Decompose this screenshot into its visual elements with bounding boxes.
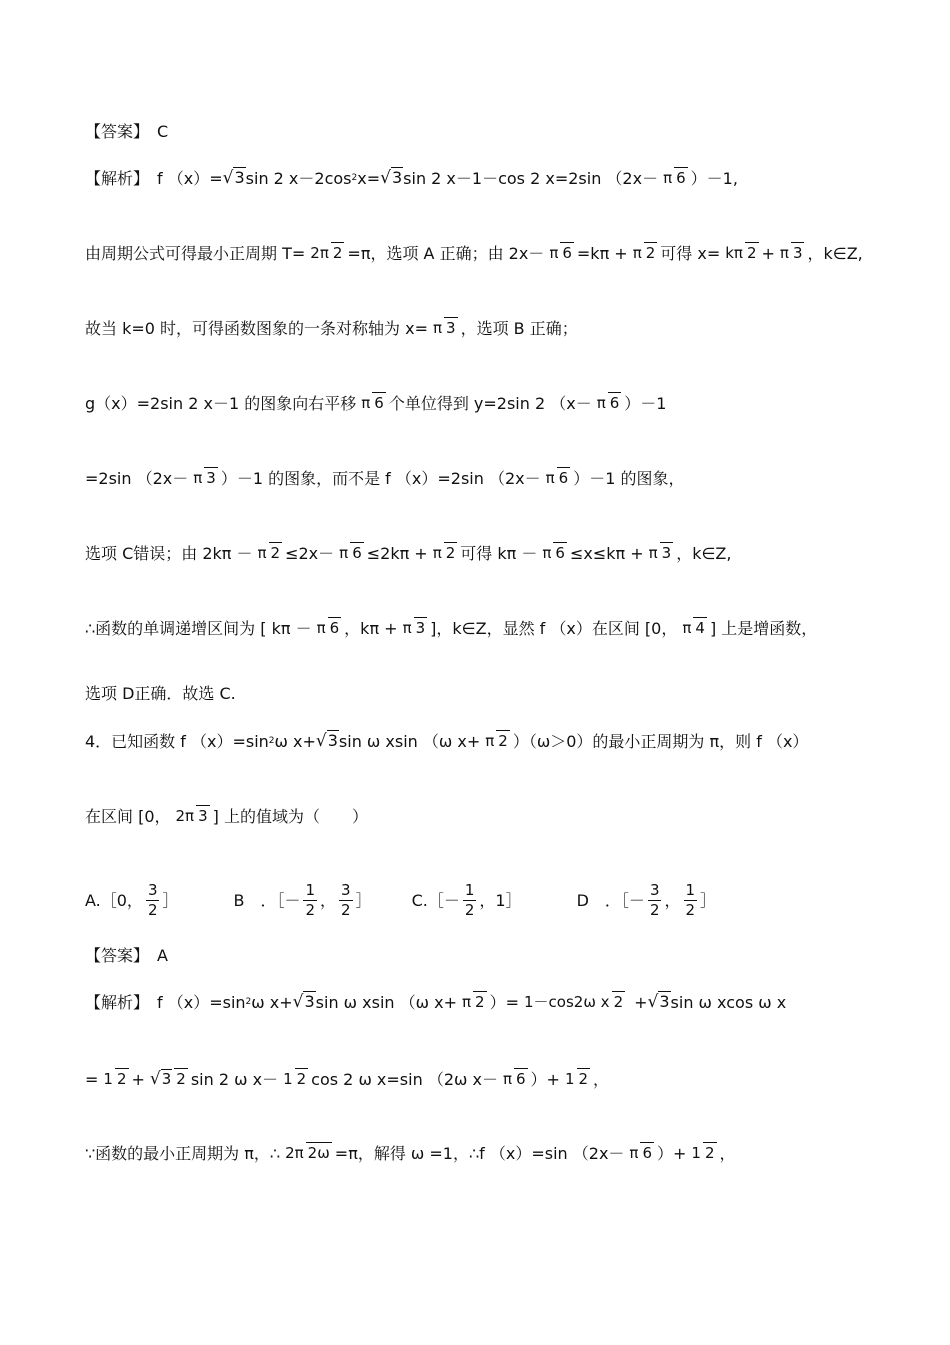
denominator: 2 [147, 901, 158, 920]
fraction [778, 245, 805, 262]
superscript: 2 [351, 173, 358, 184]
numerator: π [629, 1144, 639, 1162]
denominator: 2 [704, 1144, 715, 1162]
math-text: ≤2kπ + [366, 543, 428, 563]
denominator: 2 [341, 901, 351, 920]
fraction [308, 245, 344, 262]
math-text: 选项 C错误；由 2kπ － [85, 543, 253, 563]
fraction [256, 545, 283, 562]
fraction [339, 882, 353, 920]
denominator: 2 [176, 1070, 186, 1088]
denominator: 3 [661, 544, 672, 562]
math-text: ] 上的值域为（ ） [212, 806, 368, 826]
math-text: ，选项 B 正确； [460, 318, 578, 338]
math-text: f （x）=sin [157, 992, 246, 1012]
math-text: sin 2 ω x－ [190, 1069, 279, 1089]
math-text: ≤2x－ [285, 543, 335, 563]
fraction [540, 545, 567, 562]
denominator: 6 [676, 169, 686, 187]
q3-analysis-line-1 [85, 170, 910, 187]
numerator: π [632, 244, 642, 262]
sqrt-3 [293, 994, 316, 1011]
fraction [359, 395, 386, 412]
fraction [283, 1145, 332, 1162]
fraction [483, 733, 510, 750]
denominator: 2 [578, 1070, 589, 1089]
numerator: π [502, 1070, 512, 1089]
fraction [101, 1071, 128, 1088]
denominator: 2 [475, 993, 485, 1011]
numerator: 2π [310, 244, 329, 262]
numerator: 3 [649, 881, 660, 899]
sqrt-3 [648, 994, 671, 1011]
superscript: 2 [245, 997, 252, 1008]
fraction [723, 245, 758, 262]
denominator: 6 [329, 619, 340, 637]
q3-answer-line [85, 124, 910, 140]
q4-options [85, 882, 910, 920]
option-text: ］ [355, 890, 372, 910]
math-text: + [634, 992, 648, 1012]
numerator: 2π [175, 807, 195, 825]
denominator: 2 [685, 901, 696, 920]
radicand: 3 [304, 992, 315, 1012]
math-text: ] 上是增函数， [709, 618, 818, 638]
fraction [460, 994, 487, 1011]
numerator: 2π [285, 1144, 304, 1162]
q4-stem-line-1 [85, 733, 910, 750]
denominator: 2 [613, 993, 624, 1011]
q3-analysis-line-8 [85, 686, 910, 702]
math-text: ， [593, 1069, 610, 1089]
denominator: 3 [792, 244, 803, 262]
denominator: 2 [746, 244, 757, 262]
denominator: 2 [332, 244, 343, 262]
option-text: D ．［－ [576, 890, 645, 910]
fraction [547, 245, 574, 262]
fraction [174, 808, 210, 825]
fraction [315, 620, 342, 637]
q4-analysis-line-1 [85, 994, 910, 1011]
math-text: f （x）= [157, 168, 223, 188]
math-text: ，kπ + [344, 618, 398, 638]
math-text: =π，选项 A 正确；由 2x－ [347, 243, 545, 263]
math-text: ω x+ [251, 992, 293, 1012]
fraction [680, 620, 707, 637]
math-text: sin 2 x－2cos [245, 168, 352, 188]
numerator: π [402, 619, 412, 637]
math-text: 故当 k=0 时，可得函数图象的一条对称轴为 x= [85, 318, 428, 338]
sqrt-sign: √ [380, 168, 391, 189]
fraction [563, 1071, 590, 1088]
denominator: 6 [609, 394, 620, 412]
denominator: 4 [695, 619, 705, 637]
fraction [544, 470, 571, 487]
math-text: ， [719, 1143, 736, 1163]
sqrt-sign: √ [222, 168, 234, 189]
option-text: B ．［－ [233, 890, 301, 910]
numerator: 1 [685, 881, 696, 899]
answer-value: C [157, 122, 169, 141]
denominator: 6 [374, 394, 384, 412]
math-text: g（x）=2sin 2 x－1 的图象向右平移 [85, 393, 357, 413]
numerator: π [485, 732, 495, 750]
numerator: π [648, 544, 658, 562]
answer-label: 【答案】 [85, 122, 150, 141]
numerator: 1 [464, 881, 475, 899]
denominator: 2 [305, 901, 316, 920]
fraction [281, 1071, 308, 1088]
math-text: =kπ + [576, 243, 628, 263]
math-text: ∵函数的最小正周期为 π，∴ [85, 1143, 281, 1163]
q4-stem-line-2 [85, 808, 910, 825]
math-text: 可得 x= [660, 243, 721, 263]
sqrt-3 [380, 170, 403, 187]
superscript: 2 [268, 736, 275, 747]
denominator: 6 [558, 469, 569, 487]
radicand: 3 [327, 731, 338, 751]
math-text: 由周期公式可得最小正周期 T= [85, 243, 306, 263]
fraction [501, 1071, 528, 1088]
sqrt-sign: √ [292, 992, 304, 1013]
radicand: 3 [659, 992, 670, 1012]
sqrt-sign: √ [149, 1069, 161, 1089]
math-text: 选项 D正确．故选 C. [85, 684, 236, 703]
fraction [627, 1145, 654, 1162]
fraction [661, 170, 688, 187]
math-text: ）－1 的图象，而不是 f （x）=2sin （2x－ [220, 468, 541, 488]
option-text: ，1］ [479, 890, 522, 910]
math-text: 个单位得到 y=2sin 2 （x－ [388, 393, 592, 413]
numerator: π [663, 169, 673, 187]
denominator: 2 [296, 1070, 307, 1089]
denominator: 2 [464, 901, 475, 920]
fraction [647, 545, 674, 562]
denominator: 2 [116, 1070, 127, 1089]
math-text: sin ω xsin （ω x+ [338, 731, 481, 751]
numerator: 1 [103, 1070, 113, 1089]
q3-analysis-line-7 [85, 620, 910, 637]
option-text: ， [664, 890, 681, 910]
numerator: π [361, 394, 371, 412]
q4-answer-line [85, 948, 910, 964]
denominator: 3 [446, 319, 456, 337]
answer-label: 【答案】 [85, 946, 150, 965]
numerator: π [257, 544, 267, 562]
fraction [463, 882, 477, 920]
denominator: 6 [555, 544, 565, 562]
radicand: 3 [161, 1070, 172, 1088]
fraction [684, 882, 698, 920]
option-c[interactable] [412, 882, 522, 920]
sqrt-sign: √ [647, 992, 659, 1013]
denominator: 3 [415, 619, 426, 637]
q3-analysis-line-3 [85, 320, 910, 337]
numerator: 1－cos2ω x [524, 993, 610, 1011]
numerator: 1 [691, 1144, 701, 1162]
q3-analysis-line-6 [85, 545, 910, 562]
denominator: 2 [649, 901, 660, 920]
fraction [148, 1070, 188, 1090]
math-text: x= [357, 168, 381, 188]
numerator: π [682, 619, 692, 637]
denominator: 2 [270, 544, 281, 562]
option-b[interactable] [234, 882, 372, 920]
math-text: sin 2 x－1－cos 2 x=2sin （2x－ [403, 168, 659, 188]
math-text: ）－1 [624, 393, 667, 413]
math-text: ，k∈Z, [807, 243, 863, 263]
option-d[interactable] [577, 882, 716, 920]
numerator: 3 [147, 881, 158, 899]
numerator: 3 [341, 881, 351, 899]
numerator: π [193, 469, 203, 487]
numerator: 1 [283, 1070, 293, 1089]
fraction [191, 470, 218, 487]
denominator: 2 [445, 544, 456, 562]
math-text: sin ω xcos ω x [670, 992, 787, 1012]
q4-analysis-line-2 [85, 1070, 910, 1090]
option-text: ］ [162, 890, 179, 910]
denominator: 2ω [307, 1144, 330, 1162]
option-text: ］ [700, 890, 717, 910]
numerator: kπ [725, 244, 743, 262]
fraction [522, 994, 625, 1011]
option-text: ， [320, 890, 337, 910]
math-text: 在区间 [0， [85, 806, 171, 826]
math-text: cos 2 ω x=sin （2ω x－ [311, 1069, 498, 1089]
math-text: 4．已知函数 f （x）=sin [85, 731, 269, 751]
radicand: 3 [391, 168, 403, 188]
math-text: =2sin （2x－ [85, 468, 189, 488]
q3-analysis-line-4 [85, 395, 910, 412]
denominator: 3 [198, 807, 208, 825]
numerator: π [545, 469, 555, 487]
math-text: = [85, 1069, 99, 1089]
numerator [148, 1070, 174, 1089]
denominator: 6 [352, 544, 362, 562]
denominator: 6 [515, 1070, 526, 1089]
math-text: ，k∈Z, [676, 543, 732, 563]
q3-analysis-line-5 [85, 470, 910, 487]
numerator: π [339, 544, 349, 562]
denominator: 2 [498, 732, 508, 750]
math-text: =π，解得 ω =1，∴f （x）=sin （2x－ [334, 1143, 625, 1163]
answer-value: A [157, 946, 168, 965]
sqrt-sign: √ [315, 731, 327, 752]
numerator: 1 [305, 881, 316, 899]
math-text: ）－1 的图象， [573, 468, 685, 488]
fraction [595, 395, 622, 412]
math-text: ）= [489, 992, 520, 1012]
denominator: 2 [645, 244, 656, 262]
numerator: π [432, 544, 442, 562]
fraction [146, 882, 160, 920]
fraction [337, 545, 364, 562]
math-text: ≤x≤kπ + [569, 543, 644, 563]
numerator: π [542, 544, 552, 562]
math-text: + [761, 243, 775, 263]
option-text: C.［－ [411, 890, 460, 910]
math-text: ）（ω＞0）的最小正周期为 π，则 f （x） [512, 731, 809, 751]
fraction [431, 545, 458, 562]
numerator: π [596, 394, 606, 412]
math-text: + [131, 1069, 145, 1089]
analysis-label: 【解析】 [85, 168, 150, 188]
q3-analysis-line-2 [85, 245, 910, 262]
sqrt-3 [223, 170, 246, 187]
denominator: 3 [206, 469, 216, 487]
math-text: sin ω xsin （ω x+ [315, 992, 458, 1012]
fraction [303, 882, 317, 920]
numerator: π [549, 244, 559, 262]
fraction [431, 320, 458, 337]
option-text: A.［0， [85, 890, 143, 910]
fraction [648, 882, 662, 920]
radicand: 3 [234, 168, 245, 188]
numerator: π [462, 993, 472, 1011]
math-text: ）+ [530, 1069, 560, 1089]
numerator: π [779, 244, 789, 262]
math-text: 可得 kπ － [460, 543, 538, 563]
math-text: ∴函数的单调递增区间为 [ kπ － [85, 618, 312, 638]
fraction [401, 620, 428, 637]
fraction [689, 1145, 716, 1162]
option-a[interactable] [85, 882, 179, 920]
q4-analysis-line-3 [85, 1145, 910, 1162]
fraction [631, 245, 658, 262]
math-text: ω x+ [274, 731, 316, 751]
numerator: π [433, 319, 443, 337]
sqrt-3 [316, 733, 339, 750]
numerator: π [316, 619, 326, 637]
numerator: 1 [564, 1070, 575, 1089]
math-text: ]，k∈Z，显然 f （x）在区间 [0， [430, 618, 678, 638]
denominator: 6 [642, 1144, 652, 1162]
denominator: 6 [562, 244, 572, 262]
math-text: ）－1, [690, 168, 738, 188]
analysis-label: 【解析】 [85, 992, 150, 1012]
math-text: ）+ [657, 1143, 687, 1163]
